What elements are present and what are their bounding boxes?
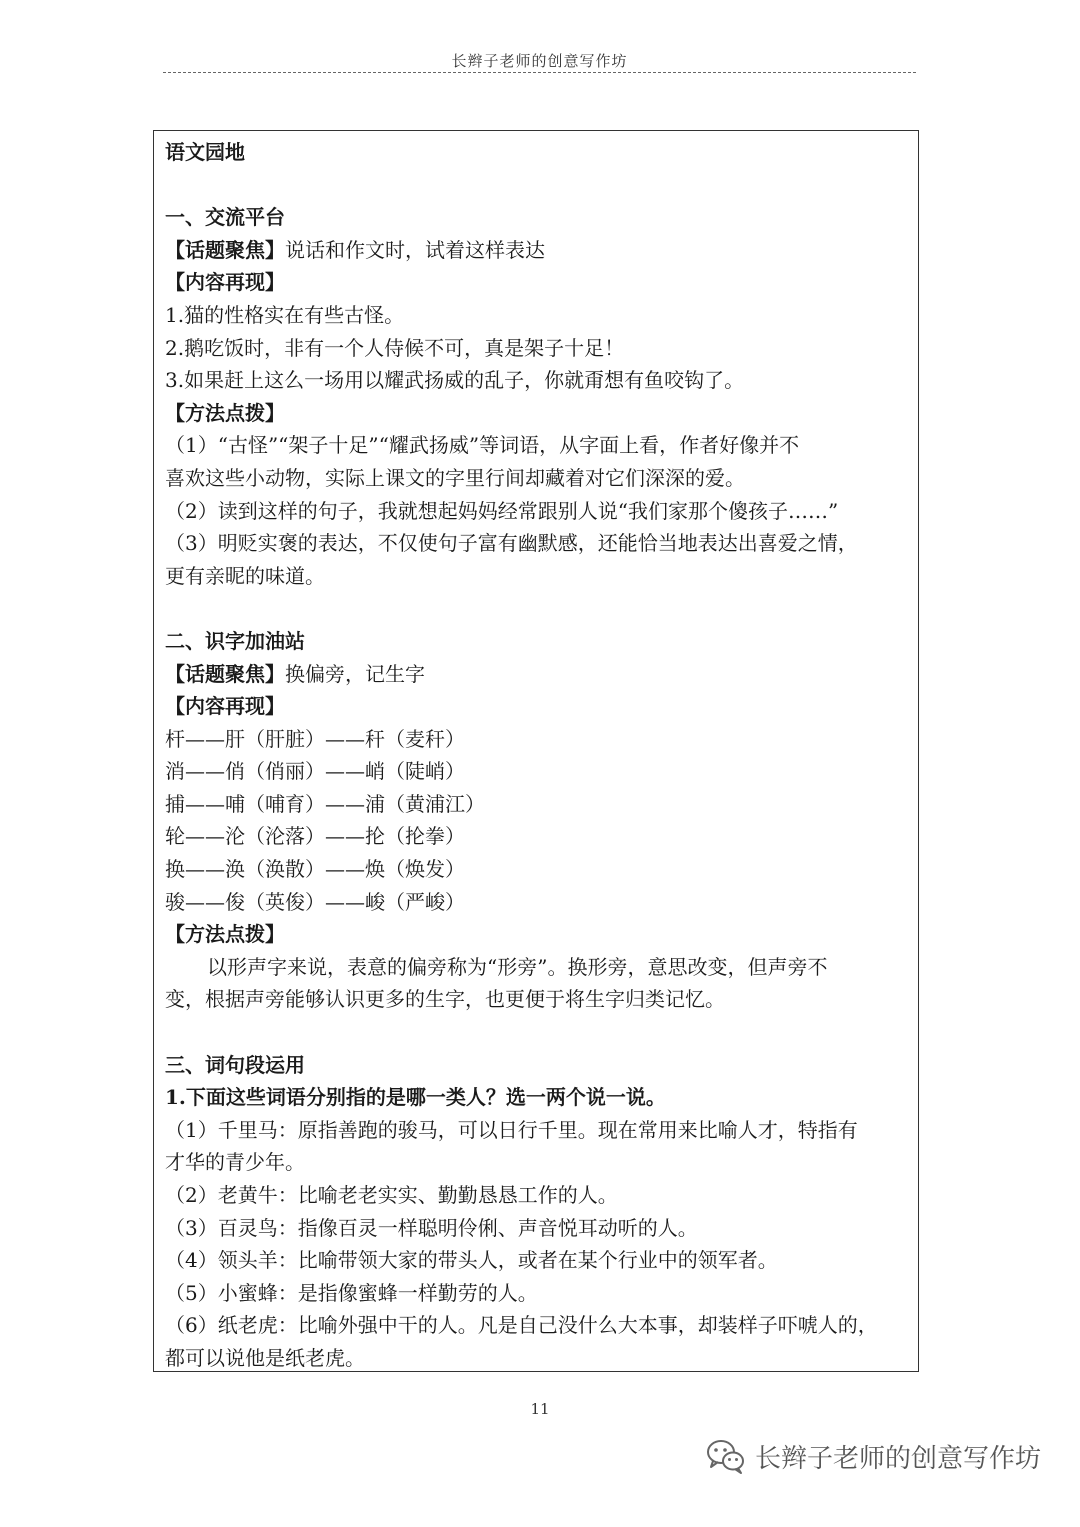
question: 1.下面这些词语分别指的是哪一类人？选一两个说一说。 — [165, 1085, 666, 1110]
topic-label: 【话题聚焦】 — [165, 237, 285, 262]
method-line: 喜欢这些小动物，实际上课文的字里行间却藏着对它们深深的爱。 — [165, 465, 745, 490]
topic-text: 换偏旁，记生字 — [285, 661, 425, 686]
box-title: 语文园地 — [165, 140, 245, 164]
method-line: 以形声字来说，表意的偏旁称为“形旁”。换形旁，意思改变，但声旁不 — [207, 954, 828, 979]
list-item: 骏——俊（英俊）——峻（严峻） — [165, 889, 465, 914]
answer-line: （1）千里马：原指善跑的骏马，可以日行千里。现在常用来比喻人才，特指有 — [165, 1117, 858, 1142]
content-body — [165, 136, 915, 1375]
answer-line: （5）小蜜蜂：是指像蜜蜂一样勤劳的人。 — [165, 1280, 538, 1305]
page-header: 长辫子老师的创意写作坊 — [451, 52, 628, 70]
list-item: 轮——沦（沦落）——抡（抡拳） — [165, 824, 465, 849]
watermark-text: 长辫子老师的创意写作坊 — [755, 1443, 1042, 1474]
section-heading-1: 一、交流平台 — [165, 205, 285, 230]
spacer — [165, 1016, 915, 1049]
method-label-1: 【方法点拨】 — [165, 400, 285, 425]
method-line: （3）明贬实褒的表达，不仅使句子富有幽默感，还能恰当地表达出喜爱之情， — [165, 531, 858, 556]
list-item: 捕——哺（哺育）——浦（黄浦江） — [165, 791, 485, 816]
topic-label: 【话题聚焦】 — [165, 661, 285, 686]
list-item: 2.鹅吃饭时，非有一个人侍候不可，真是架子十足！ — [165, 335, 625, 360]
spacer — [165, 592, 915, 625]
answer-line: （3）百灵鸟：指像百灵一样聪明伶俐、声音悦耳动听的人。 — [165, 1215, 698, 1240]
list-item: 杆——肝（肝脏）——秆（麦秆） — [165, 726, 465, 751]
content-label-2: 【内容再现】 — [165, 694, 285, 719]
method-label-2: 【方法点拨】 — [165, 922, 285, 947]
topic-text: 说话和作文时，试着这样表达 — [285, 237, 545, 262]
wechat-icon — [705, 1436, 747, 1476]
list-item: 3.如果赶上这么一场用以耀武扬威的乱子，你就甭想有鱼咬钩了。 — [165, 368, 745, 393]
watermark — [705, 1436, 1041, 1476]
content-label-1: 【内容再现】 — [165, 270, 285, 295]
list-item: 消——俏（俏丽）——峭（陡峭） — [165, 759, 465, 784]
answer-line: （2）老黄牛：比喻老老实实、勤勤恳恳工作的人。 — [165, 1183, 618, 1207]
topic-line-1 — [165, 234, 915, 267]
answer-line: （4）领头羊：比喻带领大家的带头人，或者在某个行业中的领军者。 — [165, 1248, 778, 1273]
answer-line: （6）纸老虎：比喻外强中干的人。凡是自己没什么大本事，却装样子吓唬人的， — [165, 1313, 878, 1338]
section-heading-2: 二、识字加油站 — [165, 628, 305, 653]
answer-line: 才华的青少年。 — [165, 1150, 305, 1175]
page-number: 11 — [530, 1400, 550, 1418]
method-line: （1）“古怪”“架子十足”“耀武扬威”等词语，从字面上看，作者好像并不 — [165, 433, 800, 458]
header-divider — [163, 72, 916, 73]
list-item: 换——涣（涣散）——焕（焕发） — [165, 857, 465, 882]
method-line: 更有亲昵的味道。 — [165, 563, 325, 588]
method-line: 变，根据声旁能够认识更多的生字，也更便于将生字归类记忆。 — [165, 987, 725, 1012]
method-line: （2）读到这样的句子，我就想起妈妈经常跟别人说“我们家那个傻孩子……” — [165, 498, 839, 523]
section-heading-3: 三、词句段运用 — [165, 1052, 305, 1077]
topic-line-2 — [165, 658, 915, 691]
list-item: 1.猫的性格实在有些古怪。 — [165, 302, 405, 327]
answer-line: 都可以说他是纸老虎。 — [165, 1345, 365, 1370]
spacer — [165, 169, 915, 202]
